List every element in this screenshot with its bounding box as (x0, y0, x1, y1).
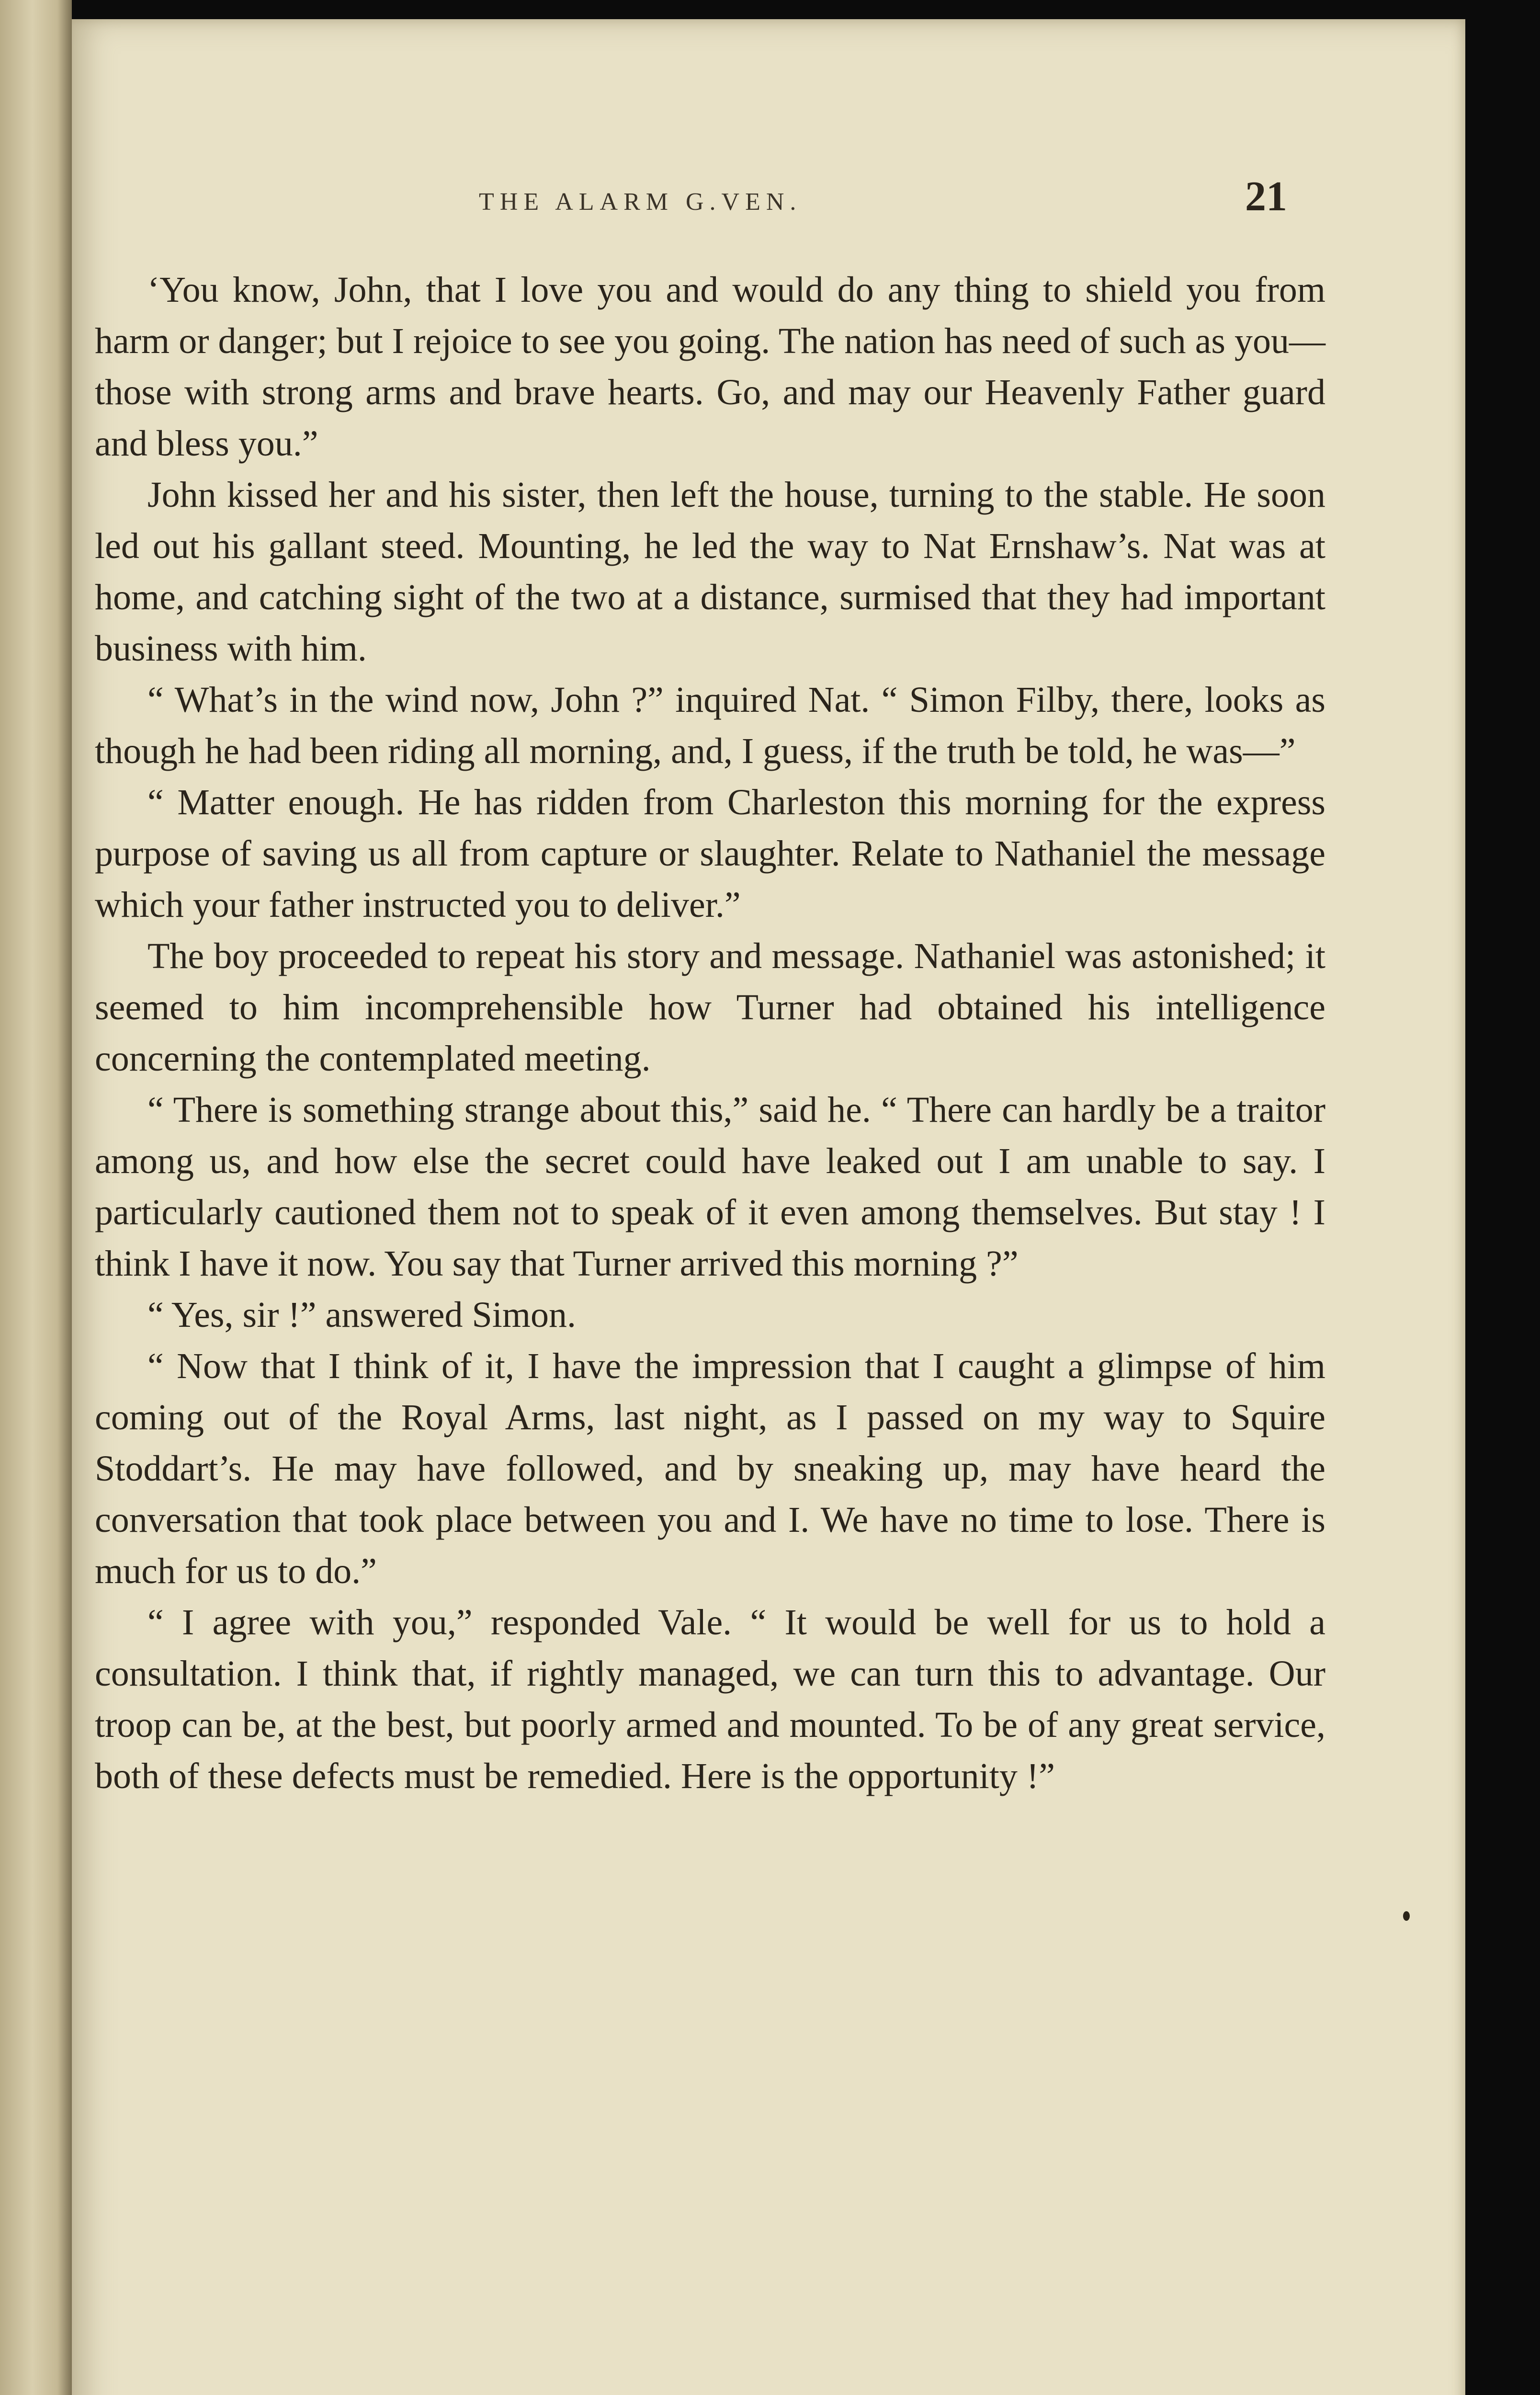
page-number: 21 (1245, 173, 1287, 220)
paragraph: “ Yes, sir !” answered Simon. (147, 1295, 577, 1335)
paragraph: John kissed her and his sister, then left the house, turning to the stable. He soon led out his gallant steed. Mounting, he led the way to Nat Ernshaw’s. Nat was at home, and catching sight of the two at a distance, surmised that they had important business with him. (95, 475, 1325, 669)
paragraph: ‘You know, John, that I love you and would do any thing to shield you from harm or danger; but I rejoice to see you going. The nation has need of such as you—those with strong arms and brave hearts. Go, and may our Heavenly Father guard and bless you.” (95, 270, 1325, 464)
book-gutter (0, 0, 72, 2395)
ink-speck (1403, 1911, 1410, 1921)
paragraph: “ Now that I think of it, I have the impression that I caught a glimpse of him coming out of the Royal Arms, last night, as I passed on my way to Squire Stoddart’s. He may have followed, and by sneaking up, may have heard the conversation that took place between you and I. We have no time to lose. There is much for us to do.” (95, 1346, 1325, 1591)
paragraph: “ Matter enough. He has ridden from Charleston this morning for the express purpose of saving us all from capture or slaughter. Relate to Nathaniel the message which your father instructed you to deliver.” (95, 782, 1325, 925)
text-body (95, 264, 1325, 1802)
paragraph: “ There is something strange about this,” said he. “ There can hardly be a traitor among us, and how else the secret could have leaked out I am unable to say. I particularly cautioned them not to speak of it even among themselves. But stay ! I think I have it now. You say that Turner arrived this morning ?” (95, 1090, 1325, 1284)
paragraph: “ I agree with you,” responded Vale. “ It would be well for us to hold a consultation. I think that, if rightly managed, we can turn this to advantage. Our troop can be, at the best, but poorly armed and mounted. To be of any great service, both of these defects must be remedied. Here is the opportunity !” (95, 1602, 1325, 1796)
running-head: THE ALARM G.VEN. (479, 188, 802, 216)
paragraph: “ What’s in the wind now, John ?” inquired Nat. “ Simon Filby, there, looks as though he had been riding all morning, and, I guess, if the truth be told, he was—” (95, 680, 1325, 771)
paragraph: The boy proceeded to repeat his story and message. Nathaniel was astonished; it seemed to him incomprehensible how Turner had obtained his intelligence concerning the contemplated meeting. (95, 936, 1325, 1079)
page-sheet (72, 19, 1465, 2395)
page-header (72, 163, 1465, 235)
